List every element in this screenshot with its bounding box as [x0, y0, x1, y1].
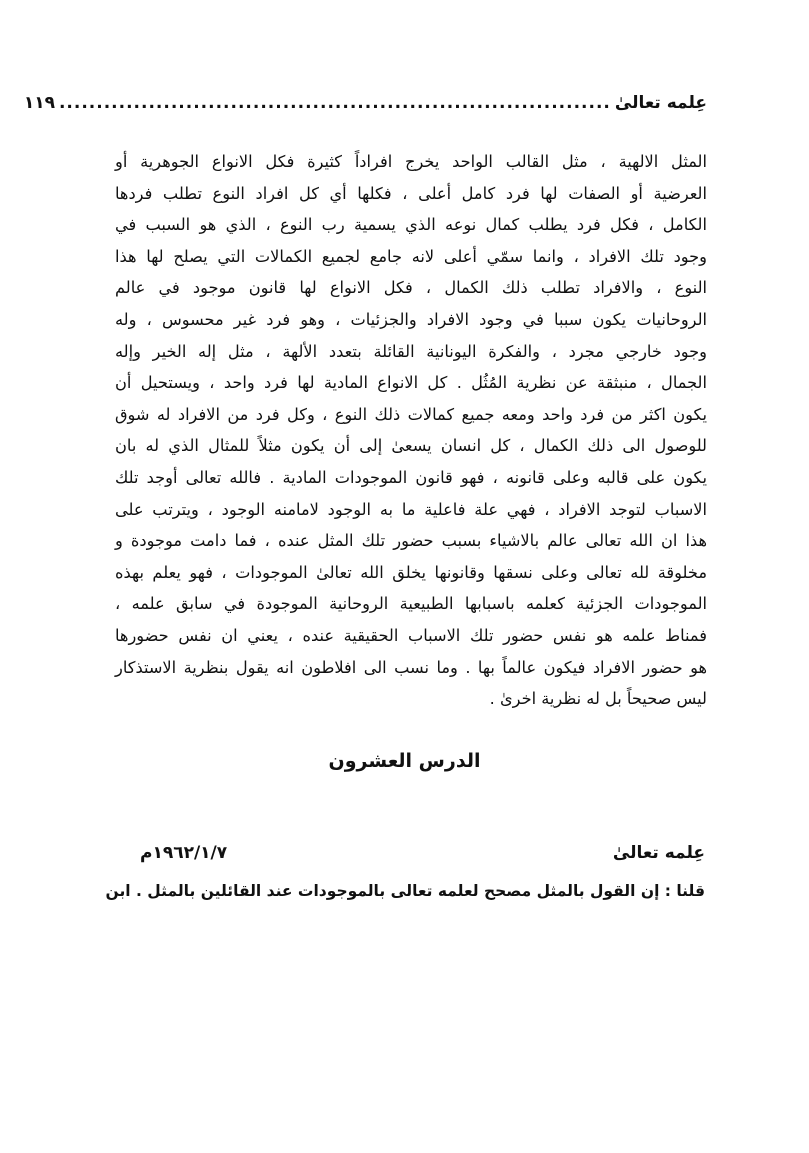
body-text	[115, 146, 707, 715]
text-line: الموجودات الجزئية كعلمه باسبابها الطبيعية الروحانية الموجودة في سابق علمه ،	[115, 594, 707, 614]
text-line: ليس صحيحاً بل له نظرية اخرىٰ .	[489, 689, 707, 709]
text-line: فمناط علمه هو نفس حضور تلك الاسباب الحقيقية عنده ، يعني ان نفس حضورها	[115, 625, 707, 645]
section-date: ١٩٦٢/١/٧م	[140, 843, 228, 863]
text-line: المثل الالهية ، مثل القالب الواحد يخرج افراداً كثيرة فكل الانواع الجوهرية أو	[115, 152, 707, 171]
text-line: هذا ان الله تعالى عالم بالاشياء بسبب حضور تلك المثل عنده ، فما دامت موجودة و	[115, 531, 707, 551]
header-title: عِلمه تعالیٰ	[614, 93, 707, 113]
running-header	[23, 88, 707, 118]
text-line: هو حضور الافراد فيكون عالماً بها . وما نسب الى افلاطون انه يقول بنظرية الاستذكار	[115, 657, 707, 677]
text-line: الكامل ، فكل فرد يطلب كمال نوعه الذي يسمية رب النوع ، الذي هو السبب في	[115, 215, 707, 235]
lesson-title: الدرس العشرون	[328, 750, 481, 772]
text-line: يكون على قالبه وعلى قانونه ، فهو قانون الموجودات المادية . فالله تعالى أوجد تلك	[115, 467, 707, 487]
text-line: الاسباب لتوجد الافراد ، فهي علة فاعلية ما به الوجود لامامنه الوجود ، ويترتب على	[115, 499, 707, 519]
text-line: النوع ، والافراد تطلب ذلك الكمال ، فكل الانواع لها قانون موجود في عالم	[115, 278, 707, 298]
page-number: ١١٩	[23, 93, 55, 113]
section-first-line: قلنا : إن القول بالمثل مصحح لعلمه تعالى بالموجودات عند القائلين بالمثل . ابن	[105, 882, 705, 900]
header-leader-dots: ..........................................................................	[58, 93, 611, 113]
text-line: الجمال ، منبثقة عن نظرية المُثُل . كل الانواع المادية لها فرد واحد ، ويستحيل أن	[115, 373, 707, 393]
text-line: وجود تلك الافراد ، وانما سمّي أعلى لانه جامع لجميع الكمالات التي يصلح لها هذا	[115, 246, 707, 266]
text-line: العرضية أو الصفات لها فرد كامل أعلى ، فكلها أي كل افراد النوع تطلب فردها	[115, 183, 707, 203]
section-header	[140, 843, 705, 873]
text-line: للوصول الى ذلك الكمال ، كل انسان يسعىٰ إلى أن يكون مثلاً للمثال الذي له بان	[115, 436, 707, 456]
text-line: الروحانيات يكون سببا في وجود الافراد والجزئيات ، وهو فرد غير محسوس ، وله	[115, 309, 707, 329]
section-title: عِلمه تعالیٰ	[612, 843, 705, 863]
text-line: يكون اكثر من فرد واحد ومعه جميع كمالات ذلك النوع ، وكل فرد من الافراد له شوق	[115, 404, 707, 424]
text-line: مخلوقة لله تعالى وعلى نسقها وقانونها يخلق الله تعالىٰ الموجودات ، فهو يعلم بهذه	[115, 562, 707, 582]
text-line: وجود خارجي مجرد ، والفكرة اليونانية القائلة بتعدد الألهة ، مثل إله الخير وإله	[115, 341, 707, 361]
